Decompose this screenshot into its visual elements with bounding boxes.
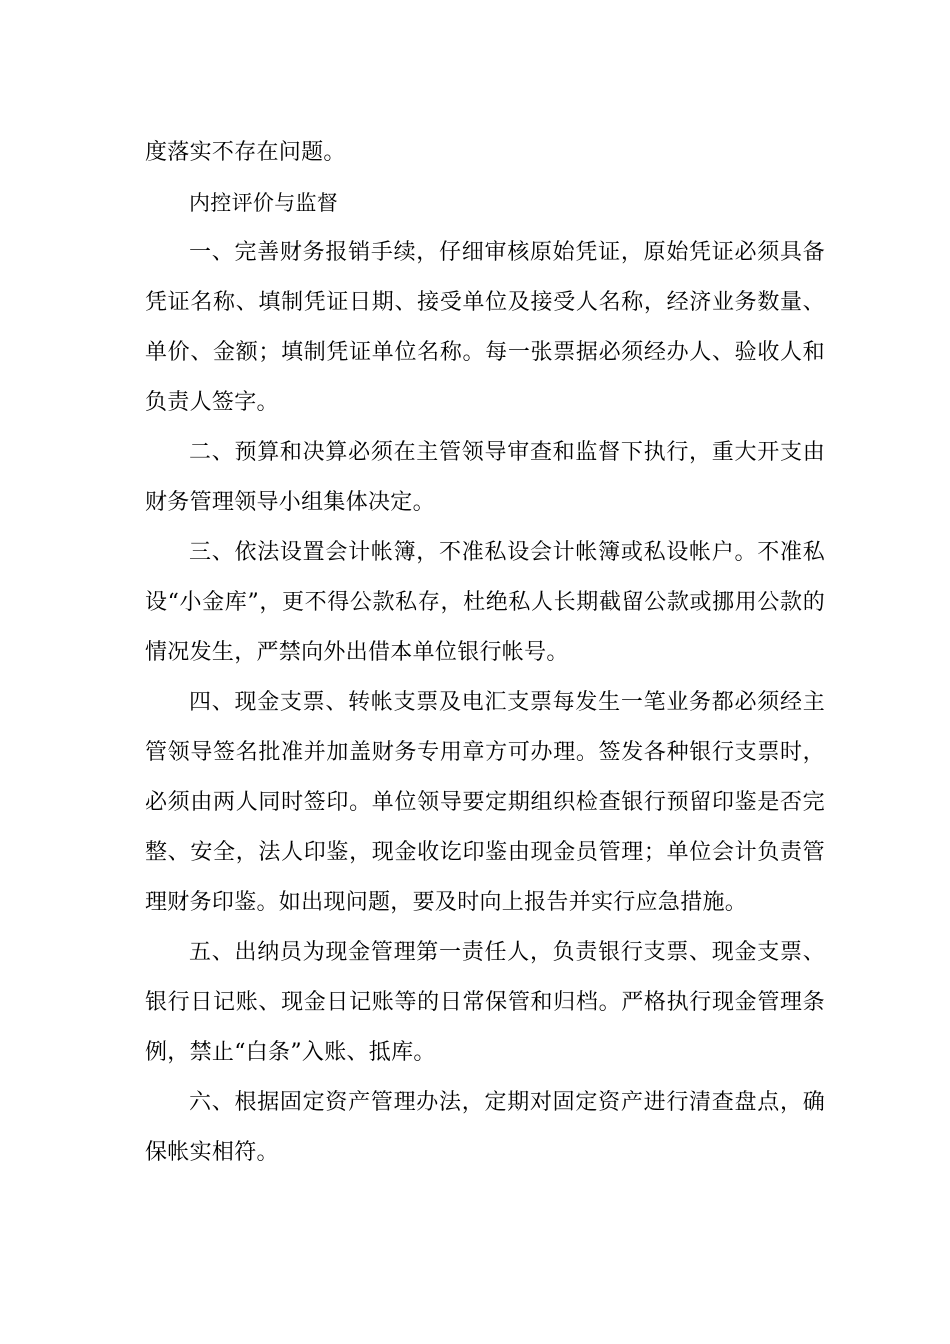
paragraph-3: 三、依法设置会计帐簿，不准私设会计帐簿或私设帐户。不准私设“小金库”，更不得公款私存，杜绝私人长期截留公款或挪用公款的情况发生，严禁向外出借本单位银行帐号。 [145, 540, 825, 665]
section-heading: 内控评价与监督 [189, 191, 339, 215]
continuation-paragraph: 度落实不存在问题。 [145, 140, 346, 165]
document-body [145, 128, 825, 1178]
paragraph-1: 一、完善财务报销手续，仔细审核原始凭证，原始凭证必须具备凭证名称、填制凭证日期、接受单位及接受人名称，经济业务数量、单价、金额；填制凭证单位名称。每一张票据必须经办人、验收人和负责人签字。 [145, 240, 825, 415]
paragraph-4: 四、现金支票、转帐支票及电汇支票每发生一笔业务都必须经主管领导签名批准并加盖财务专用章方可办理。签发各种银行支票时，必须由两人同时签印。单位领导要定期组织检查银行预留印鉴是否完整、安全，法人印鉴，现金收讫印鉴由现金员管理；单位会计负责管理财务印鉴。如出现问题，要及时向上报告并实行应急措施。 [145, 690, 825, 915]
paragraph-5: 五、出纳员为现金管理第一责任人，负责银行支票、现金支票、银行日记账、现金日记账等的日常保管和归档。严格执行现金管理条例，禁止“白条”入账、抵库。 [145, 940, 825, 1065]
paragraph-6: 六、根据固定资产管理办法，定期对固定资产进行清查盘点，确保帐实相符。 [145, 1090, 825, 1165]
paragraph-2: 二、预算和决算必须在主管领导审查和监督下执行，重大开支由财务管理领导小组集体决定。 [145, 440, 825, 515]
